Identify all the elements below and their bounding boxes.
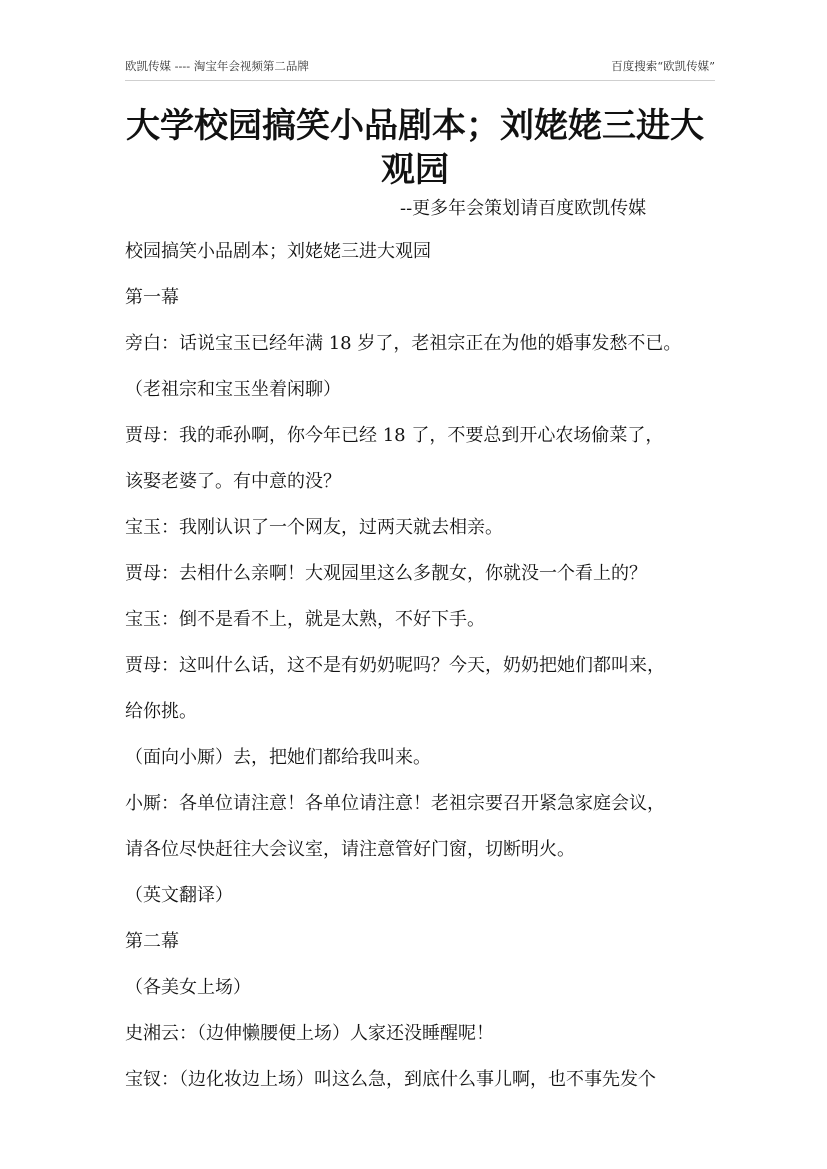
- paragraph-line: 该娶老婆了。有中意的没？: [125, 471, 341, 492]
- paragraph-line: （各美女上场）: [125, 977, 251, 998]
- document-title: [110, 104, 720, 192]
- paragraph: [125, 746, 725, 769]
- title-line-2: 观园: [381, 150, 449, 190]
- paragraph-line: 旁白：话说宝玉已经年满 18 岁了，老祖宗正在为他的婚事发愁不已。: [125, 333, 682, 354]
- paragraph-line: 小厮：各单位请注意！各单位请注意！老祖宗要召开紧急家庭会议，: [125, 793, 665, 814]
- paragraph: [125, 424, 725, 493]
- title-line-1: 大学校园搞笑小品剧本；刘姥姥三进大: [126, 106, 704, 146]
- paragraph: [125, 792, 725, 861]
- paragraph-line: 宝玉：我刚认识了一个网友，过两天就去相亲。: [125, 517, 503, 538]
- paragraph: [125, 240, 725, 263]
- paragraph-line: （面向小厮）去，把她们都给我叫来。: [125, 747, 431, 768]
- paragraph: [125, 286, 725, 309]
- paragraph: [125, 1068, 725, 1091]
- paragraph: [125, 1022, 725, 1045]
- paragraph: [125, 608, 725, 631]
- paragraph-line: 第一幕: [125, 287, 179, 308]
- header-right-text: 百度搜索“欧凯传媒”: [611, 59, 715, 73]
- paragraph-line: 给你挑。: [125, 701, 197, 722]
- paragraph: [125, 378, 725, 401]
- page-header: [125, 58, 715, 78]
- paragraph: [125, 976, 725, 999]
- header-left-text: 欧凯传媒 ---- 淘宝年会视频第二品牌: [125, 59, 309, 73]
- paragraph: [125, 562, 725, 585]
- paragraph: [125, 516, 725, 539]
- paragraph-line: （英文翻译）: [125, 885, 233, 906]
- paragraph-line: 贾母：去相什么亲啊！大观园里这么多靓女，你就没一个看上的？: [125, 563, 647, 584]
- document-subtitle: --更多年会策划请百度欧凯传媒: [400, 198, 647, 219]
- paragraph-line: （老祖宗和宝玉坐着闲聊）: [125, 379, 341, 400]
- paragraph-line: 校园搞笑小品剧本；刘姥姥三进大观园: [125, 241, 431, 262]
- paragraph: [125, 884, 725, 907]
- paragraph-line: 宝钗：（边化妆边上场）叫这么急，到底什么事儿啊，也不事先发个: [125, 1069, 656, 1090]
- paragraph: [125, 332, 725, 355]
- paragraph-line: 史湘云：（边伸懒腰便上场）人家还没睡醒呢！: [125, 1023, 494, 1044]
- paragraph-line: 第二幕: [125, 931, 179, 952]
- paragraph-line: 宝玉：倒不是看不上，就是太熟，不好下手。: [125, 609, 485, 630]
- paragraph-line: 请各位尽快赶往大会议室，请注意管好门窗，切断明火。: [125, 839, 575, 860]
- document-body: [125, 240, 725, 1114]
- paragraph-line: 贾母：这叫什么话，这不是有奶奶呢吗？今天，奶奶把她们都叫来，: [125, 655, 665, 676]
- paragraph: [125, 654, 725, 723]
- header-divider: [125, 80, 715, 81]
- paragraph-line: 贾母：我的乖孙啊，你今年已经 18 了，不要总到开心农场偷菜了，: [125, 425, 664, 446]
- paragraph: [125, 930, 725, 953]
